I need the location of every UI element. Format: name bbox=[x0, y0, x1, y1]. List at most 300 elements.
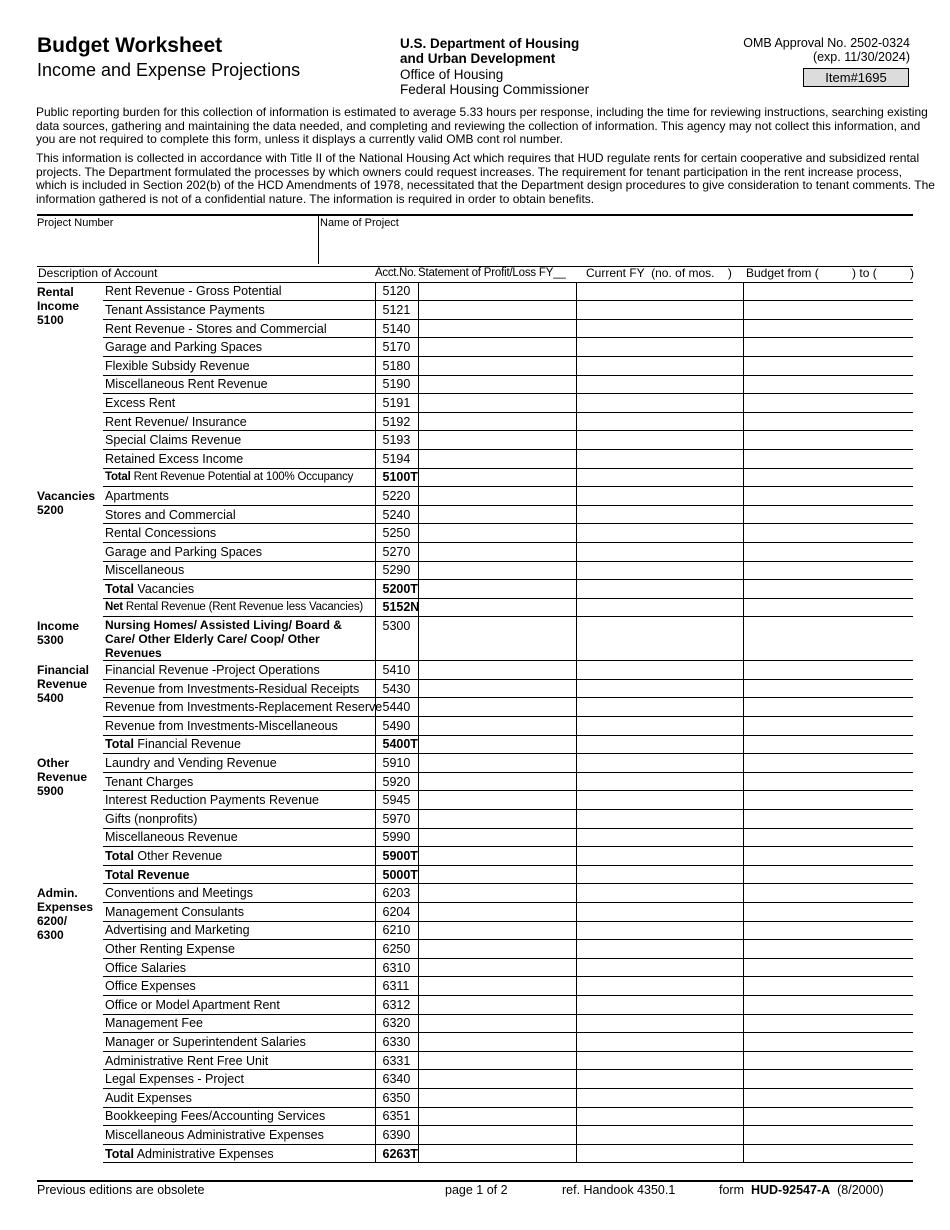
statement-cell[interactable] bbox=[418, 468, 576, 487]
footer-obsolete: Previous editions are obsolete bbox=[37, 1183, 205, 1197]
statement-cell[interactable] bbox=[418, 449, 576, 468]
footer-ref: ref. Handook 4350.1 bbox=[562, 1183, 676, 1197]
statement-cell[interactable] bbox=[418, 958, 576, 977]
statement-cell[interactable] bbox=[418, 282, 576, 301]
account-number: 5120 bbox=[375, 282, 418, 301]
budget-cell[interactable] bbox=[743, 542, 913, 561]
current-fy-cell[interactable] bbox=[576, 958, 743, 977]
budget-cell[interactable] bbox=[743, 1033, 913, 1052]
current-fy-cell[interactable] bbox=[576, 940, 743, 959]
current-fy-cell[interactable] bbox=[576, 282, 743, 301]
account-number: 6312 bbox=[375, 995, 418, 1014]
current-fy-cell[interactable] bbox=[576, 995, 743, 1014]
current-fy-cell[interactable] bbox=[576, 505, 743, 524]
account-description bbox=[103, 319, 375, 338]
total-prefix: Total bbox=[105, 1146, 134, 1161]
current-fy-cell[interactable] bbox=[576, 679, 743, 698]
item-number-badge: Item#1695 bbox=[803, 68, 909, 87]
current-fy-cell[interactable] bbox=[576, 754, 743, 773]
table-row bbox=[37, 828, 913, 847]
account-description bbox=[103, 412, 375, 431]
account-description bbox=[103, 903, 375, 922]
table-row bbox=[37, 958, 913, 977]
statement-cell[interactable] bbox=[418, 1033, 576, 1052]
statement-cell[interactable] bbox=[418, 524, 576, 543]
statement-cell[interactable] bbox=[418, 487, 576, 506]
table-row bbox=[37, 449, 913, 468]
group-label: Financial Revenue 5400 bbox=[37, 662, 90, 705]
table-row bbox=[37, 1033, 913, 1052]
statement-cell[interactable] bbox=[418, 505, 576, 524]
statement-cell[interactable] bbox=[418, 542, 576, 561]
total-row bbox=[37, 1144, 913, 1163]
statement-cell[interactable] bbox=[418, 301, 576, 320]
budget-cell[interactable] bbox=[743, 772, 913, 791]
statement-cell[interactable] bbox=[418, 791, 576, 810]
description-text: Management Fee bbox=[105, 1016, 203, 1031]
budget-cell[interactable] bbox=[743, 940, 913, 959]
total-row bbox=[37, 468, 913, 487]
budget-cell[interactable] bbox=[743, 754, 913, 773]
current-fy-cell[interactable] bbox=[576, 1088, 743, 1107]
account-description bbox=[103, 1126, 375, 1145]
description-text: Interest Reduction Payments Revenue bbox=[105, 793, 320, 808]
table-row bbox=[37, 617, 913, 661]
description-text: Laundry and Vending Revenue bbox=[105, 756, 277, 771]
description-text: Flexible Subsidy Revenue bbox=[105, 358, 250, 373]
description-text: Vacancies bbox=[133, 581, 195, 596]
group-label: Vacancies 5200 bbox=[37, 488, 96, 517]
account-number: 5300 bbox=[375, 617, 418, 661]
header-current-fy: Current FY (no. of mos. ) bbox=[576, 264, 743, 282]
budget-cell[interactable] bbox=[743, 282, 913, 301]
budget-cell[interactable] bbox=[743, 1014, 913, 1033]
statement-cell[interactable] bbox=[418, 940, 576, 959]
current-fy-cell[interactable] bbox=[576, 1126, 743, 1145]
statement-cell[interactable] bbox=[418, 580, 576, 599]
table-row bbox=[37, 1088, 913, 1107]
budget-cell[interactable] bbox=[743, 995, 913, 1014]
current-fy-cell[interactable] bbox=[576, 449, 743, 468]
account-number: 6263T bbox=[375, 1144, 418, 1163]
table-row bbox=[37, 810, 913, 829]
table-row bbox=[37, 1107, 913, 1126]
account-description bbox=[103, 449, 375, 468]
table-row bbox=[37, 375, 913, 394]
current-fy-cell[interactable] bbox=[576, 828, 743, 847]
current-fy-cell[interactable] bbox=[576, 1107, 743, 1126]
budget-cell[interactable] bbox=[743, 679, 913, 698]
statement-cell[interactable] bbox=[418, 617, 576, 661]
account-description bbox=[103, 282, 375, 301]
budget-cell[interactable] bbox=[743, 356, 913, 375]
budget-cell[interactable] bbox=[743, 468, 913, 487]
budget-cell[interactable] bbox=[743, 338, 913, 357]
account-description bbox=[103, 1033, 375, 1052]
account-number: 5192 bbox=[375, 412, 418, 431]
account-description bbox=[103, 735, 375, 754]
account-description bbox=[103, 772, 375, 791]
budget-cell[interactable] bbox=[743, 921, 913, 940]
description-text: Nursing Homes/ Assisted Living/ Board & Care/ Other Elderly Care/ Coop/ Other Revenues bbox=[105, 618, 342, 661]
account-description bbox=[103, 1088, 375, 1107]
current-fy-cell[interactable] bbox=[576, 698, 743, 717]
budget-cell[interactable] bbox=[743, 1126, 913, 1145]
statement-cell[interactable] bbox=[418, 977, 576, 996]
budget-cell[interactable] bbox=[743, 431, 913, 450]
account-number: 5152N bbox=[375, 598, 418, 617]
agency-line-2: and Urban Development bbox=[400, 51, 556, 66]
total-prefix: Total Revenue bbox=[105, 867, 190, 882]
account-number: 6390 bbox=[375, 1126, 418, 1145]
budget-cell[interactable] bbox=[743, 1107, 913, 1126]
total-prefix: Total bbox=[105, 849, 134, 864]
budget-cell[interactable] bbox=[743, 617, 913, 661]
current-fy-cell[interactable] bbox=[576, 661, 743, 680]
statement-cell[interactable] bbox=[418, 754, 576, 773]
account-description bbox=[103, 865, 375, 884]
statement-cell[interactable] bbox=[418, 995, 576, 1014]
statement-cell[interactable] bbox=[418, 431, 576, 450]
account-number: 6350 bbox=[375, 1088, 418, 1107]
header-budget: Budget from ( ) to ( ) bbox=[743, 264, 913, 282]
account-number: 6330 bbox=[375, 1033, 418, 1052]
description-text: Legal Expenses - Project bbox=[105, 1072, 244, 1087]
budget-cell[interactable] bbox=[743, 903, 913, 922]
account-description bbox=[103, 995, 375, 1014]
footer-form bbox=[719, 1183, 884, 1197]
project-name-field[interactable] bbox=[322, 232, 910, 260]
statement-cell[interactable] bbox=[418, 338, 576, 357]
budget-cell[interactable] bbox=[743, 717, 913, 736]
table-row bbox=[37, 561, 913, 580]
table-row bbox=[37, 661, 913, 680]
header-statement: Statement of Profit/Loss FY__ bbox=[418, 264, 576, 282]
current-fy-cell[interactable] bbox=[576, 717, 743, 736]
account-number: 5945 bbox=[375, 791, 418, 810]
group-label: Rental Income 5100 bbox=[37, 284, 80, 327]
current-fy-cell[interactable] bbox=[576, 487, 743, 506]
budget-cell[interactable] bbox=[743, 977, 913, 996]
account-description bbox=[103, 1107, 375, 1126]
account-number: 6331 bbox=[375, 1051, 418, 1070]
statement-cell[interactable] bbox=[418, 412, 576, 431]
current-fy-cell[interactable] bbox=[576, 810, 743, 829]
table-row bbox=[37, 791, 913, 810]
budget-cell[interactable] bbox=[743, 1088, 913, 1107]
page-subtitle: Income and Expense Projections bbox=[37, 60, 301, 80]
budget-cell[interactable] bbox=[743, 735, 913, 754]
account-description bbox=[103, 810, 375, 829]
account-number: 5990 bbox=[375, 828, 418, 847]
table-row bbox=[37, 412, 913, 431]
description-text: Rent Revenue - Gross Potential bbox=[105, 284, 282, 299]
statement-cell[interactable] bbox=[418, 661, 576, 680]
statement-cell[interactable] bbox=[418, 1051, 576, 1070]
account-description bbox=[103, 617, 375, 661]
statement-cell[interactable] bbox=[418, 847, 576, 866]
table-row bbox=[37, 356, 913, 375]
current-fy-cell[interactable] bbox=[576, 1051, 743, 1070]
budget-cell[interactable] bbox=[743, 375, 913, 394]
current-fy-cell[interactable] bbox=[576, 772, 743, 791]
budget-cell[interactable] bbox=[743, 561, 913, 580]
current-fy-cell[interactable] bbox=[576, 921, 743, 940]
budget-cell[interactable] bbox=[743, 412, 913, 431]
current-fy-cell[interactable] bbox=[576, 468, 743, 487]
description-text: Management Consulants bbox=[105, 904, 244, 919]
table-row bbox=[37, 394, 913, 413]
account-number: 6320 bbox=[375, 1014, 418, 1033]
budget-cell[interactable] bbox=[743, 394, 913, 413]
statement-cell[interactable] bbox=[418, 1088, 576, 1107]
description-text: Apartments bbox=[105, 488, 169, 503]
statement-cell[interactable] bbox=[418, 772, 576, 791]
budget-cell[interactable] bbox=[743, 828, 913, 847]
statement-cell[interactable] bbox=[418, 394, 576, 413]
statement-cell[interactable] bbox=[418, 717, 576, 736]
description-text: Financial Revenue -Project Operations bbox=[105, 663, 320, 678]
budget-cell[interactable] bbox=[743, 1051, 913, 1070]
current-fy-cell[interactable] bbox=[576, 1070, 743, 1089]
account-number: 5270 bbox=[375, 542, 418, 561]
account-description bbox=[103, 977, 375, 996]
statement-cell[interactable] bbox=[418, 319, 576, 338]
current-fy-cell[interactable] bbox=[576, 598, 743, 617]
description-text: Rental Revenue (Rent Revenue less Vacancies) bbox=[122, 601, 364, 614]
description-text: Stores and Commercial bbox=[105, 507, 236, 522]
description-text: Administrative Expenses bbox=[133, 1146, 274, 1161]
table-row bbox=[37, 1070, 913, 1089]
description-text: Gifts (nonprofits) bbox=[105, 811, 198, 826]
account-description bbox=[103, 598, 375, 617]
description-text: Special Claims Revenue bbox=[105, 433, 242, 448]
current-fy-cell[interactable] bbox=[576, 580, 743, 599]
account-number: 5290 bbox=[375, 561, 418, 580]
budget-cell[interactable] bbox=[743, 698, 913, 717]
table-row bbox=[37, 1126, 913, 1145]
budget-cell[interactable] bbox=[743, 884, 913, 903]
current-fy-cell[interactable] bbox=[576, 394, 743, 413]
table-row bbox=[37, 319, 913, 338]
account-number: 5430 bbox=[375, 679, 418, 698]
description-text: Office or Model Apartment Rent bbox=[105, 997, 280, 1012]
current-fy-cell[interactable] bbox=[576, 356, 743, 375]
statement-cell[interactable] bbox=[418, 828, 576, 847]
account-description bbox=[103, 1144, 375, 1163]
total-prefix: Net bbox=[105, 601, 123, 614]
budget-cell[interactable] bbox=[743, 598, 913, 617]
statement-cell[interactable] bbox=[418, 921, 576, 940]
budget-cell[interactable] bbox=[743, 319, 913, 338]
account-description bbox=[103, 717, 375, 736]
current-fy-cell[interactable] bbox=[576, 542, 743, 561]
account-description bbox=[103, 847, 375, 866]
current-fy-cell[interactable] bbox=[576, 791, 743, 810]
description-text: Revenue from Investments-Residual Receipts bbox=[105, 681, 360, 696]
description-text: Revenue from Investments-Replacement Reserve bbox=[105, 700, 383, 715]
account-number: 5970 bbox=[375, 810, 418, 829]
statement-cell[interactable] bbox=[418, 1014, 576, 1033]
budget-cell[interactable] bbox=[743, 865, 913, 884]
statement-cell[interactable] bbox=[418, 884, 576, 903]
account-description bbox=[103, 679, 375, 698]
header-acct-no: Acct.No. bbox=[375, 264, 418, 282]
description-text: Audit Expenses bbox=[105, 1090, 192, 1105]
table-row bbox=[37, 679, 913, 698]
statement-cell[interactable] bbox=[418, 1107, 576, 1126]
footer-page: page 1 of 2 bbox=[445, 1183, 508, 1197]
budget-cell[interactable] bbox=[743, 580, 913, 599]
budget-cell[interactable] bbox=[743, 810, 913, 829]
current-fy-cell[interactable] bbox=[576, 735, 743, 754]
current-fy-cell[interactable] bbox=[576, 375, 743, 394]
current-fy-cell[interactable] bbox=[576, 431, 743, 450]
description-text: Revenue from Investments-Miscellaneous bbox=[105, 718, 338, 733]
account-description bbox=[103, 661, 375, 680]
budget-cell[interactable] bbox=[743, 449, 913, 468]
statement-cell[interactable] bbox=[418, 679, 576, 698]
burden-statement: Public reporting burden for this collection of information is estimated to average 5.33 hours per response, including the time for reviewing instructions, searching existing data sources, gathering and maintaining the data needed, and completing and reviewing the collection of information. This agency may not collect this information, and you are not required to complete this form, unless it displays a currently valid OMB cont rol number. bbox=[36, 105, 928, 146]
statement-cell[interactable] bbox=[418, 735, 576, 754]
budget-cell[interactable] bbox=[743, 487, 913, 506]
account-description bbox=[103, 524, 375, 543]
account-number: 5400T bbox=[375, 735, 418, 754]
account-number: 6204 bbox=[375, 903, 418, 922]
account-number: 5900T bbox=[375, 847, 418, 866]
description-text: Manager or Superintendent Salaries bbox=[105, 1034, 306, 1049]
account-number: 6210 bbox=[375, 921, 418, 940]
description-text: Other Renting Expense bbox=[105, 941, 235, 956]
budget-cell[interactable] bbox=[743, 847, 913, 866]
statement-cell[interactable] bbox=[418, 1070, 576, 1089]
statement-cell[interactable] bbox=[418, 698, 576, 717]
omb-expiration: (exp. 11/30/2024) bbox=[812, 50, 910, 64]
total-row bbox=[37, 865, 913, 884]
account-description bbox=[103, 580, 375, 599]
account-number: 6340 bbox=[375, 1070, 418, 1089]
current-fy-cell[interactable] bbox=[576, 1014, 743, 1033]
budget-cell[interactable] bbox=[743, 505, 913, 524]
table-header-row bbox=[37, 264, 913, 282]
table-row bbox=[37, 1014, 913, 1033]
current-fy-cell[interactable] bbox=[576, 319, 743, 338]
description-text: Office Expenses bbox=[105, 979, 196, 994]
account-description bbox=[103, 301, 375, 320]
table-row bbox=[37, 505, 913, 524]
statement-cell[interactable] bbox=[418, 1126, 576, 1145]
account-description bbox=[103, 431, 375, 450]
table-row bbox=[37, 772, 913, 791]
project-field-divider bbox=[318, 214, 319, 264]
omb-approval: OMB Approval No. 2502-0324 bbox=[743, 36, 910, 50]
budget-cell[interactable] bbox=[743, 301, 913, 320]
description-text: Excess Rent bbox=[105, 395, 176, 410]
current-fy-cell[interactable] bbox=[576, 977, 743, 996]
budget-cell[interactable] bbox=[743, 791, 913, 810]
budget-table bbox=[37, 264, 913, 1163]
table-row bbox=[37, 717, 913, 736]
table-row bbox=[37, 431, 913, 450]
statement-cell[interactable] bbox=[418, 561, 576, 580]
account-description bbox=[103, 356, 375, 375]
current-fy-cell[interactable] bbox=[576, 524, 743, 543]
footer-form-prefix: form bbox=[719, 1183, 744, 1197]
account-description bbox=[103, 698, 383, 717]
total-row bbox=[37, 847, 913, 866]
current-fy-cell[interactable] bbox=[576, 884, 743, 903]
budget-cell[interactable] bbox=[743, 1070, 913, 1089]
description-text: Administrative Rent Free Unit bbox=[105, 1053, 269, 1068]
account-description bbox=[103, 958, 375, 977]
account-description bbox=[103, 505, 375, 524]
statement-cell[interactable] bbox=[418, 903, 576, 922]
statement-cell[interactable] bbox=[418, 865, 576, 884]
agency-line-1: U.S. Department of Housing bbox=[400, 36, 580, 51]
account-number: 6250 bbox=[375, 940, 418, 959]
table-row bbox=[37, 995, 913, 1014]
account-number: 5140 bbox=[375, 319, 418, 338]
current-fy-cell[interactable] bbox=[576, 617, 743, 661]
current-fy-cell[interactable] bbox=[576, 847, 743, 866]
current-fy-cell[interactable] bbox=[576, 865, 743, 884]
budget-cell[interactable] bbox=[743, 661, 913, 680]
current-fy-cell[interactable] bbox=[576, 1033, 743, 1052]
account-number: 5220 bbox=[375, 487, 418, 506]
project-number-label: Project Number bbox=[37, 217, 114, 229]
footer-form-number: HUD-92547-A bbox=[750, 1183, 831, 1197]
statement-cell[interactable] bbox=[418, 1144, 576, 1163]
current-fy-cell[interactable] bbox=[576, 1144, 743, 1163]
header-description: Description of Account bbox=[37, 264, 375, 282]
statement-cell[interactable] bbox=[418, 810, 576, 829]
table-row bbox=[37, 977, 913, 996]
description-text: Rent Revenue/ Insurance bbox=[105, 414, 247, 429]
account-number: 5100T bbox=[375, 468, 418, 487]
current-fy-cell[interactable] bbox=[576, 561, 743, 580]
table-row bbox=[37, 301, 913, 320]
project-number-field[interactable] bbox=[39, 232, 314, 260]
budget-cell[interactable] bbox=[743, 958, 913, 977]
description-text: Garage and Parking Spaces bbox=[105, 340, 263, 355]
statement-cell[interactable] bbox=[418, 375, 576, 394]
current-fy-cell[interactable] bbox=[576, 412, 743, 431]
description-text: Tenant Charges bbox=[105, 774, 194, 789]
account-description bbox=[103, 940, 375, 959]
statement-cell[interactable] bbox=[418, 356, 576, 375]
account-number: 5170 bbox=[375, 338, 418, 357]
account-number: 5410 bbox=[375, 661, 418, 680]
group-label: Income 5300 bbox=[37, 618, 80, 647]
description-text: Other Revenue bbox=[133, 849, 223, 864]
budget-cell[interactable] bbox=[743, 524, 913, 543]
total-prefix: Total bbox=[105, 581, 134, 596]
statement-cell[interactable] bbox=[418, 598, 576, 617]
account-description bbox=[103, 1014, 375, 1033]
total-prefix: Total bbox=[105, 471, 131, 484]
description-text: Miscellaneous bbox=[105, 563, 185, 578]
description-text: Office Salaries bbox=[105, 960, 187, 975]
account-number: 5180 bbox=[375, 356, 418, 375]
current-fy-cell[interactable] bbox=[576, 903, 743, 922]
page-title: Budget Worksheet bbox=[37, 34, 223, 57]
account-number: 5910 bbox=[375, 754, 418, 773]
account-description bbox=[103, 561, 375, 580]
current-fy-cell[interactable] bbox=[576, 301, 743, 320]
account-description bbox=[103, 884, 375, 903]
current-fy-cell[interactable] bbox=[576, 338, 743, 357]
budget-cell[interactable] bbox=[743, 1144, 913, 1163]
